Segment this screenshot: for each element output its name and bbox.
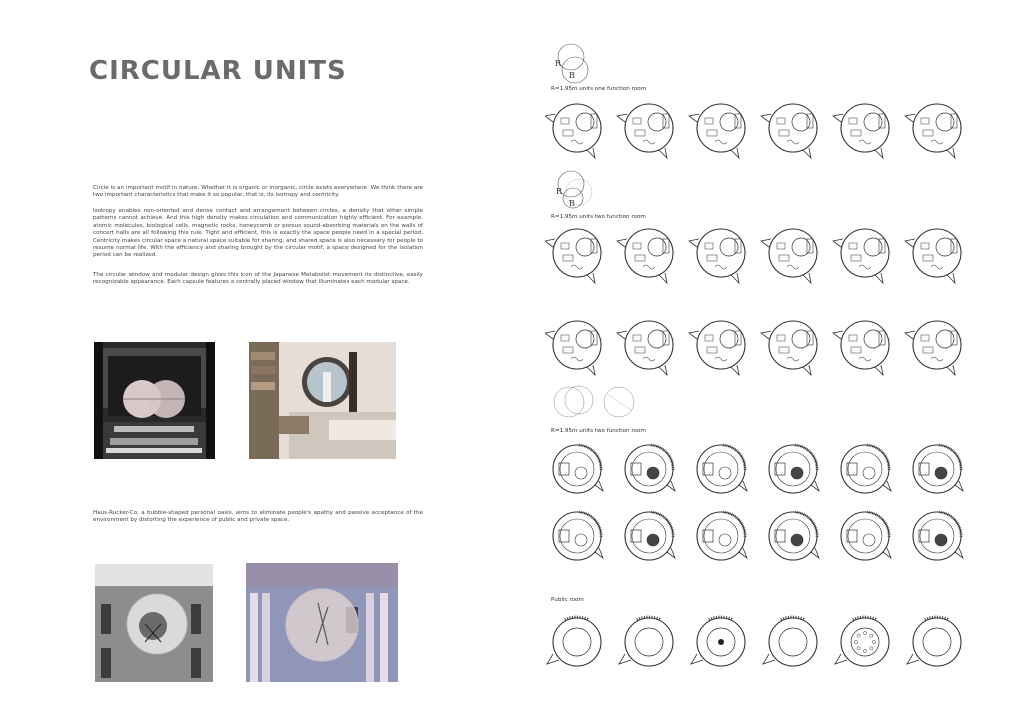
diagram-letter-r: R <box>556 187 563 196</box>
floor-plan-unit <box>763 617 817 666</box>
unit-row-two-function-4 <box>545 500 985 572</box>
floor-plan-unit <box>905 229 961 283</box>
floor-plan-unit <box>841 512 891 560</box>
floor-plan-unit <box>547 617 601 666</box>
unit-row-public-room <box>545 606 985 678</box>
floor-plan-unit <box>905 104 961 158</box>
floor-plan-unit <box>617 104 673 158</box>
unit-row-two-function-3 <box>545 433 985 505</box>
floor-plan-unit <box>617 321 673 375</box>
floor-plan-unit <box>761 104 817 158</box>
floor-plan-unit <box>905 321 961 375</box>
unit-row-two-function-2 <box>545 309 985 381</box>
floor-plan-unit <box>553 512 603 560</box>
floor-plan-unit <box>625 512 675 560</box>
floor-plan-unit <box>689 104 745 158</box>
floor-plan-unit <box>761 321 817 375</box>
diagram-letter-b: B <box>569 71 575 80</box>
section-label-two-function-b: R=1.95m units two function room <box>551 428 646 434</box>
page-title: CIRCULAR UNITS <box>89 56 347 86</box>
diagram-letter-r: R <box>555 59 562 68</box>
intro-paragraph-3: The circular window and modular design gives this icon of the Japanese Metabolist movement its distinctive, easily recognizable appearance. Each capsule features a centrally placed window that illuminates each modular space. <box>93 272 423 286</box>
floor-plan-unit <box>545 321 601 375</box>
section-label-two-function-a: R=1.95m units two function room <box>551 214 646 220</box>
photo-circular-window-corridor <box>94 342 215 459</box>
floor-plan-unit <box>553 445 603 493</box>
section-label-one-function: R=1.95m units one function room <box>551 86 647 92</box>
floor-plan-unit <box>769 512 819 560</box>
floor-plan-unit <box>697 445 747 493</box>
floor-plan-unit <box>841 445 891 493</box>
intro-paragraph-1: Circle is an important motif in nature. Whether it is organic or inorganic, circle exists everywhere. We think there are two important characteristics that make it so popular, that is, its isotropy and centricity. <box>93 185 423 199</box>
floor-plan-unit <box>913 512 963 560</box>
floor-plan-unit <box>545 229 601 283</box>
floor-plan-unit <box>835 617 889 666</box>
floor-plan-unit <box>689 321 745 375</box>
diagram-letter-b: B <box>569 199 575 208</box>
haus-rucker-paragraph: Haus-Rucker-Co, a bubble-shaped personal oasis, aims to aliminate people's apathy and passive acceptance of the environment by distorting the experience of public and private space. <box>93 510 423 524</box>
floor-plan-unit <box>833 321 889 375</box>
photo-bubble-facade-color <box>246 563 398 682</box>
floor-plan-unit <box>545 104 601 158</box>
floor-plan-unit <box>697 512 747 560</box>
floor-plan-unit <box>761 229 817 283</box>
unit-radius-diagram-2 <box>551 168 595 212</box>
photo-bubble-facade-bw <box>95 564 213 682</box>
unit-radius-diagram-1 <box>551 42 591 84</box>
section-label-public-room: Public room <box>551 597 584 603</box>
intro-paragraph-2: Isotropy enables non-oriented and dense contact and arrangement between circles, a density that other simple patterns cannot achieve. And this high density makes circulation and communication highly efficient. For example, atomic molecules, biological cells, magnetic rocks, honeycomb or porous sound-absorbing materials on the walls of concert halls are all following this rule. Tight and efficient, this is exactly the space people need in a special period. Centricity makes circular space a natural space suitable for sharing, and shared space is also necessary for people to resume normal life. With the efficiency and sharing brought by the circular motif, a space designed for the isolation period can be realized. <box>93 208 423 259</box>
floor-plan-unit <box>913 445 963 493</box>
floor-plan-unit <box>691 617 745 666</box>
unit-row-two-function-1 <box>545 217 985 289</box>
floor-plan-unit <box>617 229 673 283</box>
floor-plan-unit <box>907 617 961 666</box>
floor-plan-unit <box>833 104 889 158</box>
photo-capsule-interior <box>249 342 396 459</box>
floor-plan-unit <box>833 229 889 283</box>
unit-row-one-function <box>545 92 985 164</box>
floor-plan-unit <box>769 445 819 493</box>
floor-plan-unit <box>619 617 673 666</box>
floor-plan-unit <box>689 229 745 283</box>
unit-radius-diagram-3 <box>551 382 641 422</box>
floor-plan-unit <box>625 445 675 493</box>
